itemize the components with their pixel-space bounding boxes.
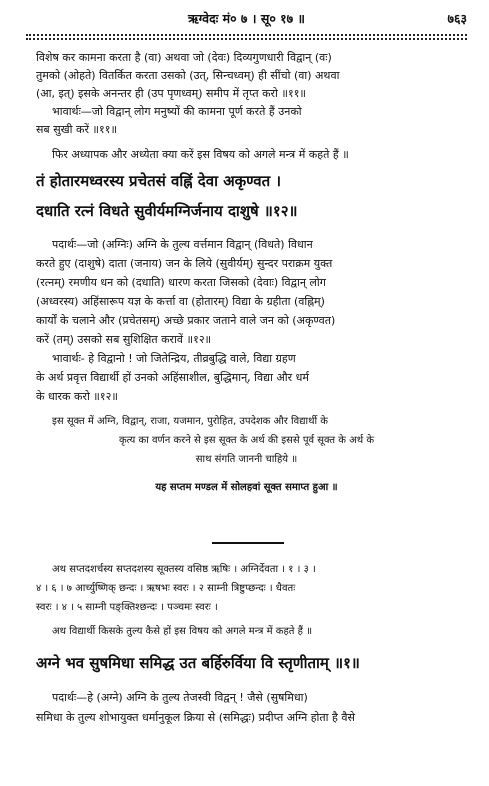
mantra-line: तं होतारमध्वरस्य प्रचेतसं वह्निं देवा अकृण्वत ।	[36, 172, 282, 190]
text-line: के धारक करो ॥१२॥	[36, 390, 118, 403]
text-line: के अर्थ प्रवृत्त विद्यार्थी हों उनको अहिंसाशील, बुद्धिमान्, विद्या और धर्म	[36, 371, 310, 384]
mandala-end-line: यह सप्तम मण्डल में सोलहवां सूक्त समाप्त हुआ ॥	[155, 482, 338, 493]
section-separator	[212, 542, 284, 544]
text-line: करते हुए (दाशुषे) दाता (जनाय) जन के लिये (सुवीर्यम्) सुन्दर पराक्रम युक्त	[36, 257, 333, 270]
summary-line: कृत्य का वर्णन करने से इस सूक्त के अर्थ की इससे पूर्व सूक्त के अर्थ के	[118, 435, 375, 446]
bhavartha-line: भावार्थः- हे विद्वानो ! जो जितेन्द्रिय, तीव्रबुद्धि वाले, विद्या ग्रहण	[52, 352, 296, 365]
header-title: ऋग्वेदः मं० ७ । सू० १७ ॥	[187, 11, 306, 26]
rishi-devata-line: अथ सप्तदशर्चस्य सप्तदशस्य सूक्तस्य वसिष्ठ ऋषिः । अग्निर्देवता । १ । ३ ।	[52, 564, 316, 575]
padartha-line: पदार्थः—हे (अग्ने) अग्नि के तुल्य तेजस्वी विद्वन् ! जैसे (सुषमिधा)	[52, 691, 308, 704]
text-line: सब सुखी करें ॥११॥	[36, 123, 118, 136]
text-line: (आ, इत्) इसके अनन्तर ही (उप पृणध्वम्) समीप में तृप्त करो ॥११॥	[36, 87, 307, 100]
summary-line: इस सूक्त में अग्नि, विद्वान्, राजा, यजमान, पुरोहित, उपदेशक और विद्यार्थी के	[52, 416, 328, 427]
summary-line: साथ संगति जाननी चाहिये ॥	[195, 454, 298, 465]
text-line: कार्यों के चलाने और (प्रचेतसम्) अच्छे प्रकार जताने वाले जन को (अकृण्वत)	[36, 314, 336, 327]
padartha-line: पदार्थः—जो (अग्निः) अग्नि के तुल्य वर्त्तमान विद्वान् (विधते) विधान	[52, 238, 313, 251]
header-rule	[26, 34, 467, 36]
mantra-line: दधाति रत्नं विधते सुवीर्यमग्निर्जनाय दाशुषे ॥१२॥	[36, 202, 298, 220]
running-header	[26, 10, 467, 30]
header-rule-second	[26, 38, 467, 40]
text-line: समिधा के तुल्य शोभायुक्त धर्मानुकूल क्रिया से (समिद्धः) प्रदीप्त अग्नि होता है वैसे	[36, 711, 355, 724]
text-line: तुमको (ओहते) वितर्कित करता उसको (उत्, सिन्चध्वम्) ही सींचो (वा) अथवा	[36, 69, 340, 82]
text-line: विशेष कर कामना करता है (वा) अथवा जो (देवः) दिव्यगुणधारी विद्वान् (वः)	[36, 51, 332, 64]
rishi-devata-line: ४ । ६ । ७ आर्च्युष्णिक् छन्दः । ऋषभः स्वरः । २ साम्नी त्रिष्टुप्छन्दः । धैवतः	[36, 583, 296, 594]
text-line: करें (तम्) उसको सब सुशिक्षित करावें ॥१२॥	[36, 333, 212, 346]
mantra-line: अग्ने भव सुषमिधा समिद्ध उत बर्हिरुर्विया वि स्तृणीताम् ॥१॥	[36, 654, 360, 672]
intro-line: अथ विद्यार्थी किसके तुल्य कैसे हों इस विषय को अगले मन्त्र में कहते हैं ॥	[52, 626, 313, 637]
text-line: (रत्नम्) रमणीय धन को (दधाति) धारण करता जिसको (देवाः) विद्वान् लोग	[36, 276, 326, 289]
page-number: ७६३	[447, 11, 467, 26]
bhavartha-line: भावार्थः—जो विद्वान् लोग मनुष्यों की कामना पूर्ण करते हैं उनको	[52, 105, 302, 118]
text-line: (अध्वरस्य) अहिंसारूप यज्ञ के कर्त्ता वा (होतारम्) विद्या के ग्रहीता (वह्निम्)	[36, 295, 325, 308]
rishi-devata-line: स्वरः । ४ । ५ साम्नी पङ्क्तिश्छन्दः । पञ्चमः स्वरः ।	[36, 602, 218, 613]
intro-line: फिर अध्यापक और अध्येता क्या करें इस विषय को अगले मन्त्र में कहते हैं ॥	[52, 148, 349, 161]
